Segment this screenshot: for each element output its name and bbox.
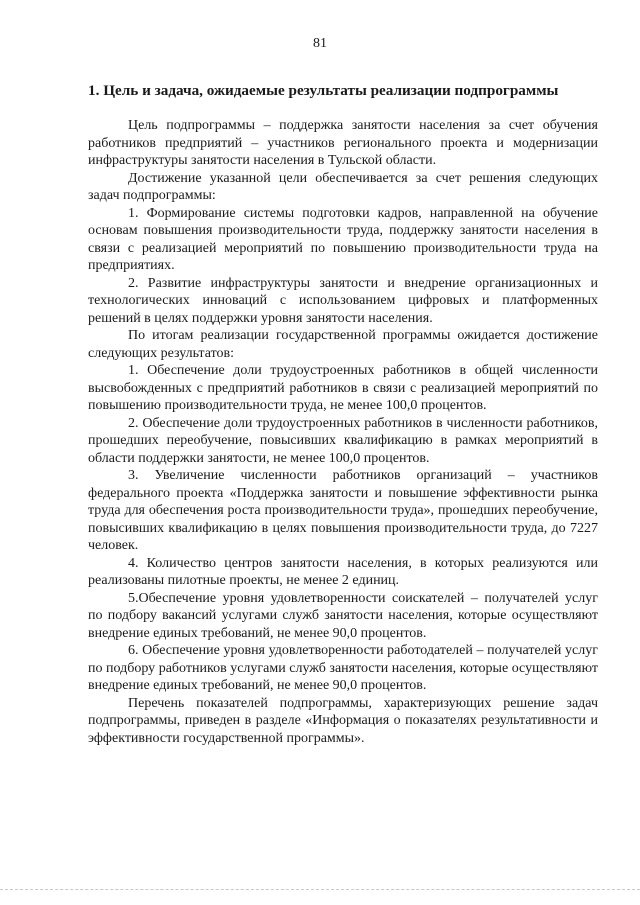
paragraph-result-5: 5.Обеспечение уровня удовлетворенности соискателей – получателей услуг по подбору вакансий услугами служб занятости населения, которые осуществляют внедрение единых требований, не менее 90,0 процентов. — [88, 590, 598, 641]
paragraph-tasks-intro: Достижение указанной цели обеспечивается за счет решения следующих задач подпрограммы: — [88, 170, 598, 203]
paragraph-result-2: 2. Обеспечение доли трудоустроенных работников в численности работников, прошедших переобучение, повысивших квалификацию в рамках мероприятий в области поддержки занятости, не менее 100,0 процентов. — [88, 415, 598, 466]
paragraph-results-intro: По итогам реализации государственной программы ожидается достижение следующих результатов: — [88, 328, 598, 361]
body-text — [88, 117, 598, 747]
paragraph-task-1: 1. Формирование системы подготовки кадров, направленной на обучение основам повышения производительности труда, поддержку занятости населения в связи с реализацией мероприятий по повышению производительности труда на предприятиях. — [88, 205, 598, 273]
scan-edge-divider — [0, 889, 640, 890]
paragraph-result-3: 3. Увеличение численности работников организаций – участников федерального проекта «Поддержка занятости и повышение эффективности рынка труда для обеспечения роста производительности труда», прошедших переобучение, повысивших квалификацию в целях повышения производительности труда, до 7227 человек. — [88, 468, 598, 553]
paragraph-task-2: 2. Развитие инфраструктуры занятости и внедрение организационных и технологических инноваций с использованием цифровых и платформенных решений в целях поддержки уровня занятости населения. — [88, 275, 598, 326]
paragraph-result-1: 1. Обеспечение доли трудоустроенных работников в общей численности высвобожденных с предприятий работников в связи с реализацией мероприятий по повышению производительности труда, не менее 100,0 процентов. — [88, 363, 598, 413]
paragraph-result-4: 4. Количество центров занятости населения, в которых реализуются или реализованы пилотные проекты, не менее 2 единиц. — [88, 555, 598, 588]
paragraph-goal: Цель подпрограммы – поддержка занятости населения за счет обучения работников предприятий – участников регионального проекта и модернизации инфраструктуры занятости населения в Тульской области. — [88, 118, 598, 168]
paragraph-result-6: 6. Обеспечение уровня удовлетворенности работодателей – получателей услуг по подбору работников услугами служб занятости населения, которые осуществляют внедрение единых требований, не менее 90,0 процентов. — [88, 643, 598, 693]
section-heading: 1. Цель и задача, ожидаемые результаты реализации подпрограммы — [88, 82, 559, 99]
page-number: 81 — [313, 36, 327, 51]
paragraph-indicators: Перечень показателей подпрограммы, характеризующих решение задач подпрограммы, приведен в разделе «Информация о показателях результативности и эффективности государственной программы». — [88, 695, 598, 746]
